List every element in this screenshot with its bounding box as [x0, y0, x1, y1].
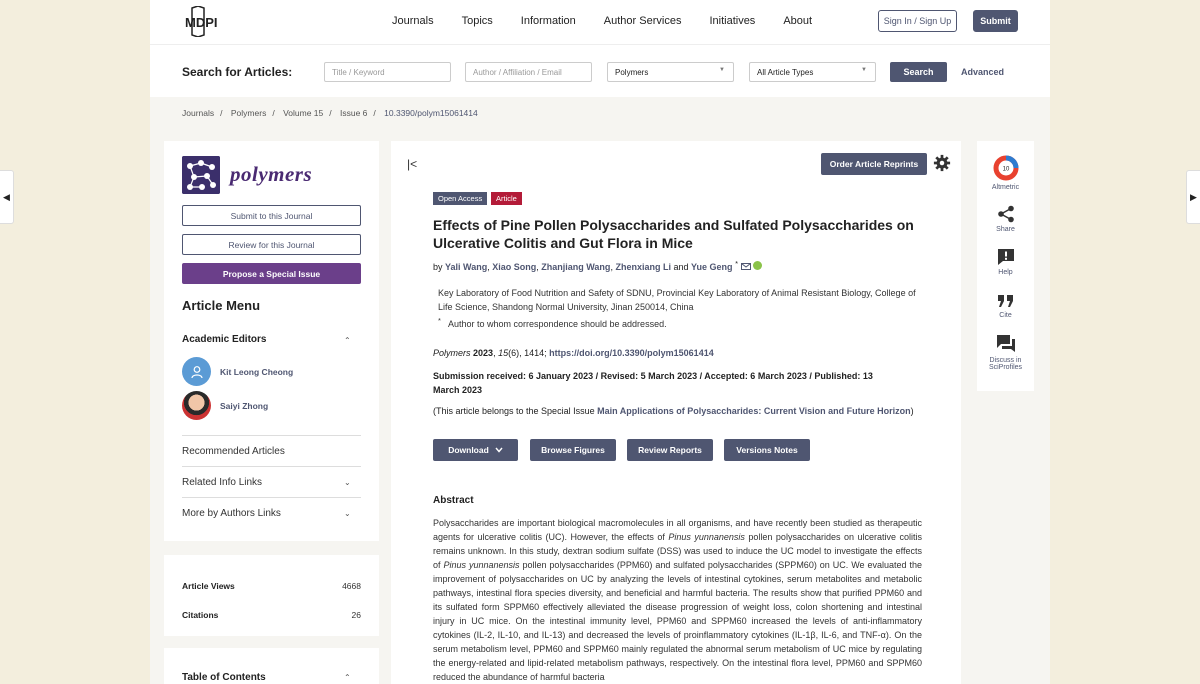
correspondence-note	[438, 316, 667, 329]
related-info-links[interactable]: Related Info Links	[182, 477, 263, 488]
review-reports-button[interactable]: Review Reports	[627, 439, 713, 461]
citation-year: 2023	[473, 348, 494, 358]
gear-icon[interactable]	[933, 154, 951, 172]
discuss-icon	[996, 334, 1016, 354]
author-link[interactable]: Yue Geng	[691, 262, 733, 272]
next-article-arrow[interactable]	[1186, 170, 1200, 224]
nav-topics[interactable]: Topics	[461, 15, 493, 27]
altmetric-label: Altmetric	[991, 184, 1020, 191]
editor-item[interactable]	[182, 357, 362, 387]
chevron-down-icon[interactable]: ⌄	[344, 478, 351, 487]
abstract-species: Pinus yunnanensis	[668, 532, 745, 542]
correspondence-mark: *	[438, 316, 441, 325]
doi-link[interactable]: https://doi.org/10.3390/polym15061414	[549, 348, 714, 358]
open-access-badge: Open Access	[433, 192, 487, 205]
citation-line: Polymers 2023, 15(6), 1414; https://doi.org/10.3390/polym15061414	[433, 348, 714, 358]
article-views-value: 4668	[342, 581, 361, 591]
nav-about[interactable]: About	[783, 15, 813, 27]
breadcrumb-polymers[interactable]: Polymers	[230, 108, 267, 118]
main-nav	[392, 15, 812, 27]
publication-dates: Submission received: 6 January 2023 / Revised: 5 March 2023 / Accepted: 6 March 2023 / Published: 13 March 2023	[433, 371, 873, 395]
divider	[182, 466, 361, 467]
breadcrumb: Journals / Polymers / Volume 15 / Issue 6 / 10.3390/polym15061414	[182, 108, 478, 118]
citations-label: Citations	[182, 610, 219, 620]
quote-icon	[997, 293, 1015, 309]
propose-special-issue-button[interactable]: Propose a Special Issue	[182, 263, 361, 284]
chevron-down-icon[interactable]: ⌄	[344, 509, 351, 518]
nav-initiatives[interactable]: Initiatives	[709, 15, 756, 27]
author-list: by Yali Wang, Xiao Song, Zhanjiang Wang, Zhenxiang Li and Yue Geng *	[433, 259, 762, 272]
browse-figures-button[interactable]: Browse Figures	[530, 439, 616, 461]
mdpi-logo[interactable]	[182, 6, 228, 37]
journal-select[interactable]	[607, 62, 734, 82]
collapse-sidebar-icon[interactable]: |<	[407, 157, 418, 171]
author-link[interactable]: Zhanjiang Wang	[541, 262, 611, 272]
search-button[interactable]: Search	[890, 62, 947, 82]
avatar	[182, 391, 211, 420]
chevron-up-icon[interactable]: ⌃	[344, 336, 351, 345]
order-reprints-button[interactable]: Order Article Reprints	[821, 153, 927, 175]
title-keyword-input[interactable]: Title / Keyword	[324, 62, 451, 82]
article-views-label: Article Views	[182, 581, 235, 591]
article-menu-title: Article Menu	[182, 298, 261, 313]
outer-right-margin	[1050, 0, 1200, 684]
sign-in-button[interactable]: Sign In / Sign Up	[878, 10, 957, 32]
table-of-contents-heading[interactable]: Table of Contents	[182, 672, 266, 683]
article-card	[391, 141, 961, 684]
help-icon	[997, 248, 1015, 266]
abstract-heading: Abstract	[433, 495, 474, 506]
more-by-authors-links[interactable]: More by Authors Links	[182, 508, 281, 519]
help-tool[interactable]	[977, 248, 1034, 276]
search-label: Search for Articles:	[182, 65, 293, 79]
abstract-species: Pinus yunnanensis	[443, 560, 520, 570]
recommended-articles-link[interactable]: Recommended Articles	[182, 446, 285, 457]
breadcrumb-journals[interactable]: Journals	[182, 108, 215, 118]
cite-tool[interactable]	[977, 293, 1034, 319]
article-type-select[interactable]	[749, 62, 876, 82]
and-label: and	[673, 262, 689, 272]
journal-select-value: Polymers	[615, 68, 649, 77]
author-link[interactable]: Yali Wang	[445, 262, 488, 272]
academic-editors-heading[interactable]: Academic Editors	[182, 334, 267, 345]
submit-to-journal-button[interactable]: Submit to this Journal	[182, 205, 361, 226]
polymers-journal-logo[interactable]	[182, 156, 220, 194]
special-issue-note	[433, 404, 923, 418]
special-issue-link[interactable]: Main Applications of Polysaccharides: Current Vision and Future Horizon	[597, 406, 911, 416]
abstract-part: Polysaccharides are important biological macromolecules in all organisms, and have recently been studied as therapeutic agents for ulcerative colitis (UC). However, the effects of	[433, 518, 922, 542]
editor-item[interactable]	[182, 391, 362, 421]
author-link[interactable]: Zhenxiang Li	[615, 262, 671, 272]
article-type-badge: Article	[491, 192, 522, 205]
share-label: Share	[996, 226, 1015, 233]
download-button[interactable]	[433, 439, 518, 461]
article-type-value: All Article Types	[757, 68, 814, 77]
versions-notes-button[interactable]: Versions Notes	[724, 439, 810, 461]
divider	[182, 435, 361, 436]
submit-button[interactable]: Submit	[973, 10, 1018, 32]
altmetric-score: 10	[1002, 166, 1009, 173]
corresponding-mark: *	[735, 259, 738, 268]
correspondence-text: Author to whom correspondence should be addressed.	[447, 319, 667, 329]
citation-volume: 15	[498, 348, 509, 358]
prev-article-arrow[interactable]	[0, 170, 14, 224]
abstract-part: pollen polysaccharides on ulcerative colitis remains unknown. In this study, dextran sodium sulfate (DSS) was used to induce the UC model to investigate the effects of	[433, 532, 922, 570]
page	[150, 0, 1050, 684]
article-tools-card	[977, 141, 1034, 391]
review-for-journal-button[interactable]: Review for this Journal	[182, 234, 361, 255]
editor-name: Saiyi Zhong	[220, 401, 269, 411]
email-icon[interactable]	[741, 263, 751, 270]
caret-down-icon: ▼	[719, 67, 725, 73]
nav-author-services[interactable]: Author Services	[603, 15, 682, 27]
author-link[interactable]: Xiao Song	[492, 262, 537, 272]
advanced-search-link[interactable]: Advanced	[961, 67, 1005, 77]
top-navbar	[150, 0, 1050, 44]
affiliation: Key Laboratory of Food Nutrition and Safety of SDNU, Provincial Key Laboratory of Animal Resistant Biology, College of Life Science, Shandong Normal University, Jinan 250014, China	[438, 288, 916, 312]
divider	[182, 497, 361, 498]
cite-label: Cite	[999, 312, 1012, 319]
article-menu-card	[164, 141, 379, 541]
share-tool[interactable]	[977, 205, 1034, 233]
citation-issue-pages: (6), 1414;	[508, 348, 547, 358]
article-stats-card	[164, 555, 379, 636]
journal-name-italic: Polymers	[433, 348, 471, 358]
special-issue-suffix: )	[910, 406, 914, 416]
help-label: Help	[998, 269, 1013, 276]
breadcrumb-volume[interactable]: Volume 15	[283, 108, 324, 118]
avatar	[182, 357, 211, 386]
chevron-down-icon	[495, 447, 503, 453]
special-issue-prefix: (This article belongs to the Special Issue	[433, 406, 595, 416]
discuss-label: Discuss in SciProfiles	[988, 357, 1023, 371]
caret-down-icon: ▼	[861, 67, 867, 73]
user-icon	[190, 365, 204, 379]
outer-left-margin	[0, 0, 150, 684]
by-label: by	[433, 262, 443, 272]
orcid-icon[interactable]	[753, 261, 762, 270]
search-bar	[150, 44, 1050, 97]
table-of-contents-card	[164, 648, 379, 684]
citations-value: 26	[351, 610, 361, 620]
abstract-part: pollen polysaccharides (PPM60) and sulfated polysaccharides (SPPM60) on UC. We evaluated the improvement of polysaccharides on UC by analyzing the levels of intestinal cytokines, serum metabolites and metabolic pathways, intestinal flora species diversity, and beneficial and harmful bacteria. The results show that purified PPM60 and its sulfated form SPPM60 effectively alleviated the disease progression of weight loss, colon shortening and intestinal injury in UC mice. On the intestinal immunity level, PPM60 and SPPM60 increased the levels of anti-inflammatory cytokines (IL-2, IL-10, and IL-13) and decreased the levels of proinflammatory cytokines (IL-1β, IL-6, and TNF-α). On the serum metabolism level, PPM60 and SPPM60 mainly regulated the abnormal serum metabolism of UC mice by regulating the energy-related and lipid-related metabolism pathways, respectively. On the intestinal flora level, PPM60 and SPPM60 reduced the abundance of harmful bacteria	[433, 560, 922, 682]
chevron-up-icon[interactable]: ⌃	[344, 673, 351, 682]
download-label: Download	[448, 445, 489, 455]
article-title: Effects of Pine Pollen Polysaccharides and Sulfated Polysaccharides on Ulcerative Colitis and Gut Flora in Mice	[433, 217, 914, 251]
chevron-right-icon: ▶	[1190, 191, 1197, 202]
svg-text:MDPI: MDPI	[185, 15, 218, 30]
editor-name: Kit Leong Cheong	[220, 367, 294, 377]
discuss-tool[interactable]	[977, 334, 1034, 371]
altmetric-tool[interactable]	[977, 155, 1034, 191]
author-input[interactable]: Author / Affiliation / Email	[465, 62, 592, 82]
nav-information[interactable]: Information	[520, 15, 576, 27]
breadcrumb-issue[interactable]: Issue 6	[340, 108, 368, 118]
breadcrumb-doi[interactable]: 10.3390/polym15061414	[384, 108, 478, 118]
chevron-left-icon: ◀	[3, 191, 10, 202]
abstract-text	[433, 516, 922, 684]
share-icon	[997, 205, 1015, 223]
journal-name[interactable]: polymers	[230, 162, 313, 186]
nav-journals[interactable]: Journals	[392, 15, 434, 27]
altmetric-donut-icon	[993, 155, 1019, 181]
